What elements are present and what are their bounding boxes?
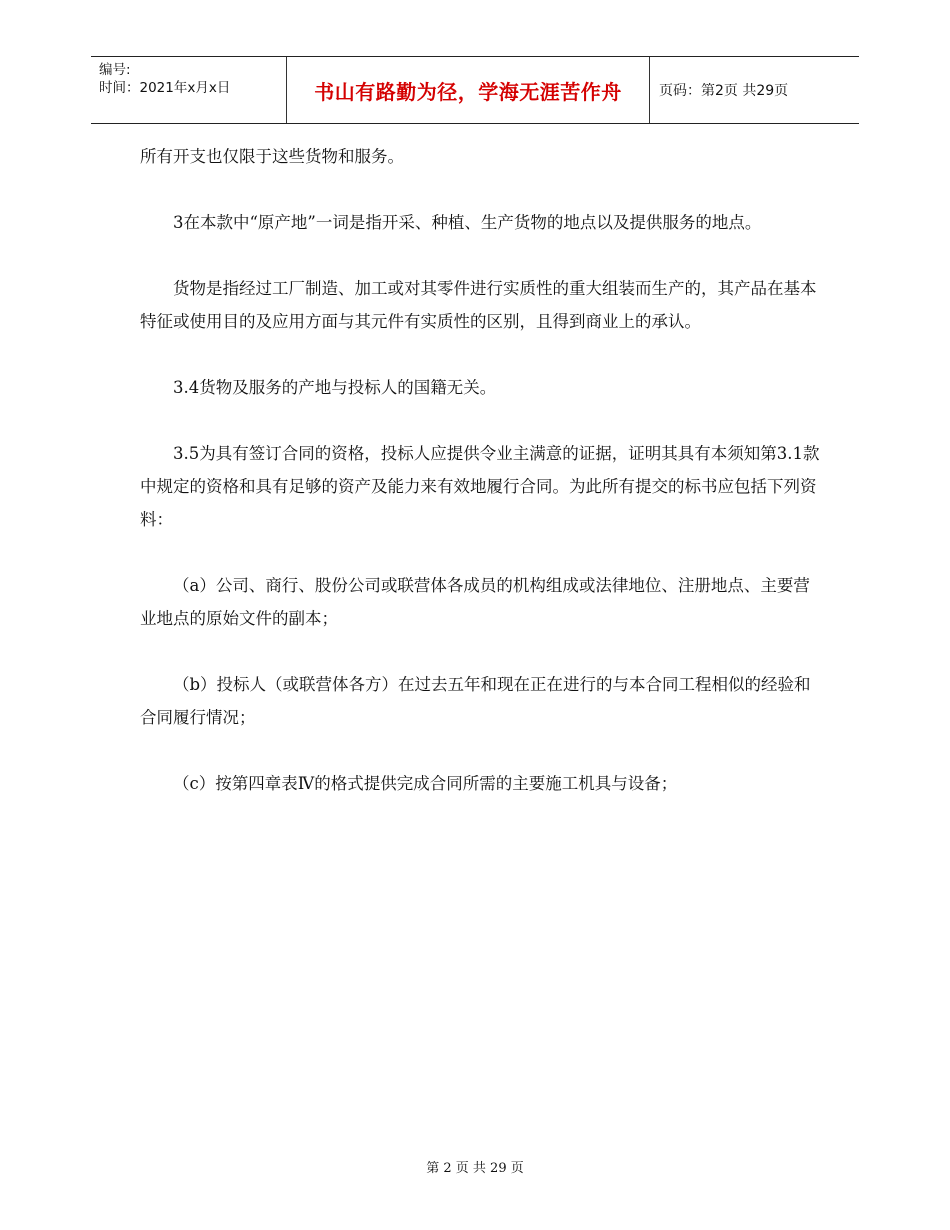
paragraph: 货物是指经过工厂制造、加工或对其零件进行实质性的重大组装而生产的，其产品在基本特征或使用目的及应用方面与其元件有实质性的区别，且得到商业上的承认。 bbox=[140, 279, 817, 331]
paragraph: （b）投标人（或联营体各方）在过去五年和现在正在进行的与本合同工程相似的经验和合同履行情况； bbox=[140, 675, 811, 727]
page-footer: 第 2 页 共 29 页 bbox=[426, 1161, 524, 1176]
paragraph: 所有开支也仅限于这些货物和服务。 bbox=[140, 147, 404, 166]
header-page-info: 页码：第2页 共29页 bbox=[659, 83, 789, 99]
document-body bbox=[140, 140, 820, 833]
paragraph: 3.5为具有签订合同的资格，投标人应提供令业主满意的证据，证明其具有本须知第3.1款中规定的资格和具有足够的资产及能力来有效地履行合同。为此所有提交的标书应包括下列资料： bbox=[140, 444, 820, 529]
header-page-cell bbox=[650, 57, 859, 123]
document-time-label: 时间：2021年x月x日 bbox=[99, 80, 231, 96]
header-motto-cell bbox=[287, 57, 650, 123]
document-number-label: 编号: bbox=[99, 62, 131, 78]
paragraph: 3.4货物及服务的产地与投标人的国籍无关。 bbox=[173, 378, 497, 397]
paragraph: （a）公司、商行、股份公司或联营体各成员的机构组成或法律地位、注册地点、主要营业地点的原始文件的副本； bbox=[140, 576, 810, 628]
paragraph: （c）按第四章表Ⅳ的格式提供完成合同所需的主要施工机具与设备； bbox=[173, 774, 678, 793]
paragraph: 3在本款中“原产地”一词是指开采、种植、生产货物的地点以及提供服务的地点。 bbox=[173, 213, 762, 232]
document-header bbox=[91, 56, 859, 124]
header-motto: 书山有路勤为径，学海无涯苦作舟 bbox=[314, 79, 622, 104]
header-meta-cell bbox=[91, 57, 287, 123]
